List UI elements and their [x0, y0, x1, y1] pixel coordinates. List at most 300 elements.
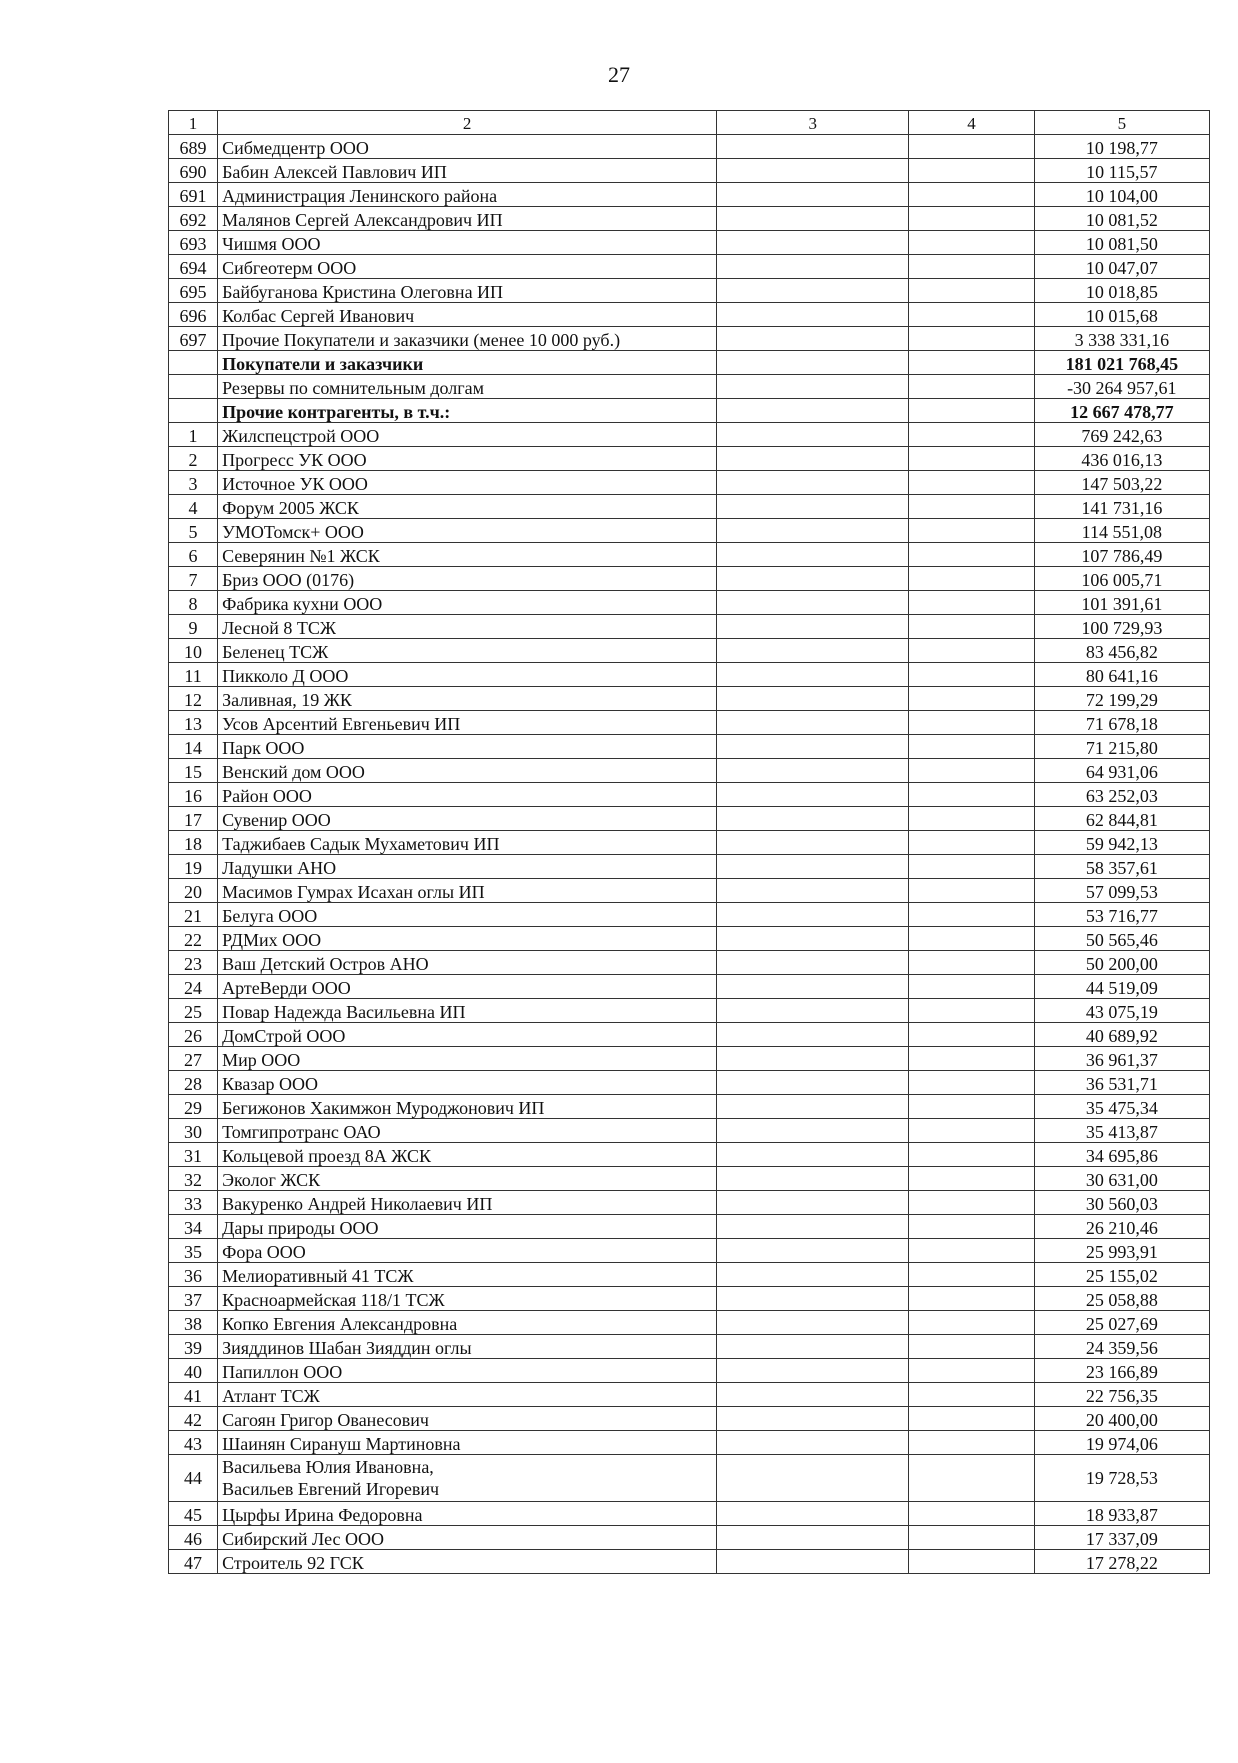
row-number: 39: [169, 1335, 218, 1359]
row-number: 9: [169, 615, 218, 639]
amount-cell: 19 974,06: [1034, 1431, 1209, 1455]
column-3-cell: [717, 1311, 909, 1335]
counterparty-name: Колбас Сергей Иванович: [218, 303, 717, 327]
counterparty-name: Прочие контрагенты, в т.ч.:: [218, 399, 717, 423]
table-row: [169, 1143, 1210, 1167]
row-number: 38: [169, 1311, 218, 1335]
amount-cell: 50 200,00: [1034, 951, 1209, 975]
column-3-cell: [717, 1335, 909, 1359]
row-number: 41: [169, 1383, 218, 1407]
amount-cell: 106 005,71: [1034, 567, 1209, 591]
amount-cell: 22 756,35: [1034, 1383, 1209, 1407]
counterparty-name: Томгипротранс ОАО: [218, 1119, 717, 1143]
counterparty-name: Усов Арсентий Евгеньевич ИП: [218, 711, 717, 735]
amount-cell: 34 695,86: [1034, 1143, 1209, 1167]
row-number: 36: [169, 1263, 218, 1287]
row-number: 45: [169, 1502, 218, 1526]
column-4-cell: [909, 135, 1034, 159]
column-3-cell: [717, 687, 909, 711]
row-number: 5: [169, 519, 218, 543]
counterparty-name: Пикколо Д ООО: [218, 663, 717, 687]
counterparty-name: РДМих ООО: [218, 927, 717, 951]
column-3-cell: [717, 831, 909, 855]
column-4-cell: [909, 1191, 1034, 1215]
column-4-cell: [909, 1119, 1034, 1143]
row-number: 17: [169, 807, 218, 831]
row-number: 42: [169, 1407, 218, 1431]
column-4-cell: [909, 615, 1034, 639]
amount-cell: 35 475,34: [1034, 1095, 1209, 1119]
amount-cell: 19 728,53: [1034, 1455, 1209, 1502]
counterparty-name: Покупатели и заказчики: [218, 351, 717, 375]
amount-cell: 141 731,16: [1034, 495, 1209, 519]
counterparty-name-line: Васильева Юлия Ивановна,: [222, 1457, 434, 1477]
table-row: [169, 879, 1210, 903]
column-4-cell: [909, 1263, 1034, 1287]
counterparty-name: Ладушки АНО: [218, 855, 717, 879]
column-header-3: 3: [717, 111, 909, 135]
table-row: [169, 279, 1210, 303]
amount-cell: 100 729,93: [1034, 615, 1209, 639]
row-number: 1: [169, 423, 218, 447]
amount-cell: 25 058,88: [1034, 1287, 1209, 1311]
table-row: [169, 831, 1210, 855]
table-row: [169, 375, 1210, 399]
table-row: [169, 183, 1210, 207]
counterparty-name: [218, 1455, 717, 1502]
row-number: 27: [169, 1047, 218, 1071]
column-4-cell: [909, 1455, 1034, 1502]
counterparty-name: УМОТомск+ ООО: [218, 519, 717, 543]
counterparty-name: Дары природы ООО: [218, 1215, 717, 1239]
column-3-cell: [717, 1407, 909, 1431]
column-4-cell: [909, 783, 1034, 807]
column-4-cell: [909, 711, 1034, 735]
amount-cell: 36 531,71: [1034, 1071, 1209, 1095]
column-3-cell: [717, 1502, 909, 1526]
row-number: 693: [169, 231, 218, 255]
amount-cell: 769 242,63: [1034, 423, 1209, 447]
amount-cell: 71 678,18: [1034, 711, 1209, 735]
amount-cell: 83 456,82: [1034, 639, 1209, 663]
amount-cell: 10 081,50: [1034, 231, 1209, 255]
table-row: [169, 207, 1210, 231]
amount-cell: 101 391,61: [1034, 591, 1209, 615]
counterparty-name: Венский дом ООО: [218, 759, 717, 783]
column-3-cell: [717, 711, 909, 735]
column-4-cell: [909, 639, 1034, 663]
column-3-cell: [717, 1167, 909, 1191]
amount-cell: 44 519,09: [1034, 975, 1209, 999]
amount-cell: 72 199,29: [1034, 687, 1209, 711]
column-header-1: 1: [169, 111, 218, 135]
row-number: [169, 375, 218, 399]
counterparty-name: Эколог ЖСК: [218, 1167, 717, 1191]
column-3-cell: [717, 255, 909, 279]
column-4-cell: [909, 1311, 1034, 1335]
table-row: [169, 1431, 1210, 1455]
column-header-4: 4: [909, 111, 1034, 135]
table-row: [169, 1287, 1210, 1311]
table-row: [169, 303, 1210, 327]
column-4-cell: [909, 951, 1034, 975]
row-number: 6: [169, 543, 218, 567]
table-row: [169, 639, 1210, 663]
table-row: [169, 1119, 1210, 1143]
row-number: 695: [169, 279, 218, 303]
column-3-cell: [717, 1431, 909, 1455]
counterparty-name: АртеВерди ООО: [218, 975, 717, 999]
amount-cell: 30 631,00: [1034, 1167, 1209, 1191]
amount-cell: 10 018,85: [1034, 279, 1209, 303]
table-row: [169, 1239, 1210, 1263]
column-3-cell: [717, 543, 909, 567]
column-4-cell: [909, 759, 1034, 783]
row-number: [169, 399, 218, 423]
column-3-cell: [717, 351, 909, 375]
row-number: 13: [169, 711, 218, 735]
row-number: 8: [169, 591, 218, 615]
counterparty-name: Бриз ООО (0176): [218, 567, 717, 591]
column-4-cell: [909, 543, 1034, 567]
table-row: [169, 447, 1210, 471]
column-4-cell: [909, 1526, 1034, 1550]
ledger-table: [168, 110, 1210, 1574]
amount-cell: 17 278,22: [1034, 1550, 1209, 1574]
column-3-cell: [717, 399, 909, 423]
table-row: [169, 423, 1210, 447]
column-4-cell: [909, 855, 1034, 879]
counterparty-name: Папиллон ООО: [218, 1359, 717, 1383]
row-number: 31: [169, 1143, 218, 1167]
amount-cell: 80 641,16: [1034, 663, 1209, 687]
table-row: [169, 351, 1210, 375]
table-row: [169, 471, 1210, 495]
row-number: 47: [169, 1550, 218, 1574]
amount-cell: 59 942,13: [1034, 831, 1209, 855]
counterparty-name: Чишмя ООО: [218, 231, 717, 255]
row-number: 44: [169, 1455, 218, 1502]
amount-cell: 58 357,61: [1034, 855, 1209, 879]
table-row: [169, 999, 1210, 1023]
column-3-cell: [717, 1550, 909, 1574]
column-4-cell: [909, 1502, 1034, 1526]
amount-cell: 25 993,91: [1034, 1239, 1209, 1263]
column-3-cell: [717, 1023, 909, 1047]
amount-cell: 3 338 331,16: [1034, 327, 1209, 351]
row-number: [169, 351, 218, 375]
amount-cell: 53 716,77: [1034, 903, 1209, 927]
column-3-cell: [717, 1359, 909, 1383]
counterparty-name: Красноармейская 118/1 ТСЖ: [218, 1287, 717, 1311]
row-number: 689: [169, 135, 218, 159]
column-4-cell: [909, 1239, 1034, 1263]
column-3-cell: [717, 519, 909, 543]
row-number: 46: [169, 1526, 218, 1550]
page-number: 27: [608, 62, 630, 87]
table-row: [169, 807, 1210, 831]
column-3-cell: [717, 423, 909, 447]
row-number: 12: [169, 687, 218, 711]
counterparty-name: Вакуренко Андрей Николаевич ИП: [218, 1191, 717, 1215]
table-row: [169, 543, 1210, 567]
column-4-cell: [909, 183, 1034, 207]
amount-cell: 50 565,46: [1034, 927, 1209, 951]
table-row: [169, 591, 1210, 615]
counterparty-name: Повар Надежда Васильевна ИП: [218, 999, 717, 1023]
column-3-cell: [717, 183, 909, 207]
column-3-cell: [717, 807, 909, 831]
column-4-cell: [909, 975, 1034, 999]
counterparty-name: Ваш Детский Остров АНО: [218, 951, 717, 975]
row-number: 690: [169, 159, 218, 183]
amount-cell: 10 047,07: [1034, 255, 1209, 279]
counterparty-name: Сибмедцентр ООО: [218, 135, 717, 159]
column-3-cell: [717, 303, 909, 327]
column-3-cell: [717, 639, 909, 663]
row-number: 33: [169, 1191, 218, 1215]
amount-cell: 147 503,22: [1034, 471, 1209, 495]
table-row: [169, 1550, 1210, 1574]
table-row: [169, 1502, 1210, 1526]
counterparty-name: Строитель 92 ГСК: [218, 1550, 717, 1574]
column-4-cell: [909, 1335, 1034, 1359]
table-row: [169, 1215, 1210, 1239]
counterparty-name: Беленец ТСЖ: [218, 639, 717, 663]
amount-cell: 62 844,81: [1034, 807, 1209, 831]
column-3-cell: [717, 471, 909, 495]
amount-cell: 181 021 768,45: [1034, 351, 1209, 375]
column-3-cell: [717, 927, 909, 951]
column-3-cell: [717, 999, 909, 1023]
row-number: 34: [169, 1215, 218, 1239]
column-3-cell: [717, 1526, 909, 1550]
amount-cell: 10 104,00: [1034, 183, 1209, 207]
amount-cell: -30 264 957,61: [1034, 375, 1209, 399]
counterparty-name: Прогресс УК ООО: [218, 447, 717, 471]
counterparty-name: Копко Евгения Александровна: [218, 1311, 717, 1335]
table-row: [169, 1023, 1210, 1047]
column-4-cell: [909, 279, 1034, 303]
column-3-cell: [717, 495, 909, 519]
column-4-cell: [909, 1359, 1034, 1383]
column-4-cell: [909, 1167, 1034, 1191]
column-3-cell: [717, 1047, 909, 1071]
amount-cell: 17 337,09: [1034, 1526, 1209, 1550]
row-number: 11: [169, 663, 218, 687]
row-number: 35: [169, 1239, 218, 1263]
amount-cell: 63 252,03: [1034, 783, 1209, 807]
column-3-cell: [717, 231, 909, 255]
column-4-cell: [909, 255, 1034, 279]
column-4-cell: [909, 1095, 1034, 1119]
table-row: [169, 1311, 1210, 1335]
counterparty-name: Лесной 8 ТСЖ: [218, 615, 717, 639]
column-4-cell: [909, 303, 1034, 327]
row-number: 696: [169, 303, 218, 327]
row-number: 22: [169, 927, 218, 951]
row-number: 40: [169, 1359, 218, 1383]
column-3-cell: [717, 567, 909, 591]
table-row: [169, 135, 1210, 159]
table-row: [169, 231, 1210, 255]
column-3-cell: [717, 951, 909, 975]
column-4-cell: [909, 423, 1034, 447]
table-row: [169, 1263, 1210, 1287]
column-4-cell: [909, 207, 1034, 231]
counterparty-name: Цырфы Ирина Федоровна: [218, 1502, 717, 1526]
table-row: [169, 759, 1210, 783]
counterparty-name: Сагоян Григор Ованесович: [218, 1407, 717, 1431]
column-header-2: 2: [218, 111, 717, 135]
row-number: 18: [169, 831, 218, 855]
column-4-cell: [909, 159, 1034, 183]
column-4-cell: [909, 375, 1034, 399]
row-number: 29: [169, 1095, 218, 1119]
counterparty-name: Мелиоративный 41 ТСЖ: [218, 1263, 717, 1287]
column-3-cell: [717, 663, 909, 687]
counterparty-name: Прочие Покупатели и заказчики (менее 10 000 руб.): [218, 327, 717, 351]
row-number: 21: [169, 903, 218, 927]
column-3-cell: [717, 591, 909, 615]
row-number: 30: [169, 1119, 218, 1143]
counterparty-name-line: Васильев Евгений Игоревич: [222, 1479, 440, 1499]
counterparty-name: Байбуганова Кристина Олеговна ИП: [218, 279, 717, 303]
column-4-cell: [909, 495, 1034, 519]
column-3-cell: [717, 447, 909, 471]
table-row: [169, 615, 1210, 639]
counterparty-name: Кольцевой проезд 8А ЖСК: [218, 1143, 717, 1167]
column-3-cell: [717, 135, 909, 159]
column-4-cell: [909, 663, 1034, 687]
counterparty-name: Фора ООО: [218, 1239, 717, 1263]
amount-cell: 26 210,46: [1034, 1215, 1209, 1239]
row-number: 2: [169, 447, 218, 471]
counterparty-name: Парк ООО: [218, 735, 717, 759]
column-4-cell: [909, 903, 1034, 927]
table-row: [169, 1095, 1210, 1119]
row-number: 4: [169, 495, 218, 519]
column-4-cell: [909, 1287, 1034, 1311]
amount-cell: 107 786,49: [1034, 543, 1209, 567]
row-number: 26: [169, 1023, 218, 1047]
counterparty-name: Атлант ТСЖ: [218, 1383, 717, 1407]
ledger-body: [169, 135, 1210, 1574]
column-3-cell: [717, 879, 909, 903]
row-number: 697: [169, 327, 218, 351]
column-3-cell: [717, 903, 909, 927]
amount-cell: 436 016,13: [1034, 447, 1209, 471]
column-4-cell: [909, 591, 1034, 615]
table-row: [169, 1383, 1210, 1407]
column-4-cell: [909, 1023, 1034, 1047]
amount-cell: 71 215,80: [1034, 735, 1209, 759]
column-4-cell: [909, 1215, 1034, 1239]
column-4-cell: [909, 1407, 1034, 1431]
header-row: [169, 111, 1210, 135]
row-number: 20: [169, 879, 218, 903]
table-row: [169, 687, 1210, 711]
row-number: 37: [169, 1287, 218, 1311]
amount-cell: 24 359,56: [1034, 1335, 1209, 1359]
amount-cell: 35 413,87: [1034, 1119, 1209, 1143]
column-4-cell: [909, 1383, 1034, 1407]
amount-cell: 30 560,03: [1034, 1191, 1209, 1215]
column-3-cell: [717, 1119, 909, 1143]
table-row: [169, 1359, 1210, 1383]
counterparty-name: Бегижонов Хакимжон Муроджонович ИП: [218, 1095, 717, 1119]
column-4-cell: [909, 879, 1034, 903]
column-4-cell: [909, 351, 1034, 375]
column-4-cell: [909, 1431, 1034, 1455]
counterparty-name: Бабин Алексей Павлович ИП: [218, 159, 717, 183]
counterparty-name: Сувенир ООО: [218, 807, 717, 831]
table-row: [169, 495, 1210, 519]
column-3-cell: [717, 975, 909, 999]
column-3-cell: [717, 1071, 909, 1095]
column-3-cell: [717, 159, 909, 183]
table-row: [169, 399, 1210, 423]
table-row: [169, 855, 1210, 879]
row-number: 24: [169, 975, 218, 999]
column-3-cell: [717, 1191, 909, 1215]
table-row: [169, 903, 1210, 927]
column-3-cell: [717, 1239, 909, 1263]
column-3-cell: [717, 1455, 909, 1502]
table-row: [169, 663, 1210, 687]
column-4-cell: [909, 807, 1034, 831]
amount-cell: 10 081,52: [1034, 207, 1209, 231]
amount-cell: 10 115,57: [1034, 159, 1209, 183]
table-row: [169, 1191, 1210, 1215]
counterparty-name: Северянин №1 ЖСК: [218, 543, 717, 567]
table-row: [169, 255, 1210, 279]
table-row: [169, 735, 1210, 759]
column-4-cell: [909, 1143, 1034, 1167]
counterparty-name: Таджибаев Садык Мухаметович ИП: [218, 831, 717, 855]
row-number: 7: [169, 567, 218, 591]
amount-cell: 10 015,68: [1034, 303, 1209, 327]
counterparty-name: Зияддинов Шабан Зияддин оглы: [218, 1335, 717, 1359]
table-row: [169, 327, 1210, 351]
column-4-cell: [909, 567, 1034, 591]
counterparty-name: Фабрика кухни ООО: [218, 591, 717, 615]
amount-cell: 36 961,37: [1034, 1047, 1209, 1071]
counterparty-name: Сибирский Лес ООО: [218, 1526, 717, 1550]
table-row: [169, 159, 1210, 183]
column-4-cell: [909, 471, 1034, 495]
column-4-cell: [909, 231, 1034, 255]
counterparty-name: Резервы по сомнительным долгам: [218, 375, 717, 399]
amount-cell: 57 099,53: [1034, 879, 1209, 903]
column-4-cell: [909, 927, 1034, 951]
table-row: [169, 1167, 1210, 1191]
counterparty-name: Район ООО: [218, 783, 717, 807]
table-row: [169, 951, 1210, 975]
row-number: 28: [169, 1071, 218, 1095]
column-3-cell: [717, 1143, 909, 1167]
row-number: 32: [169, 1167, 218, 1191]
counterparty-name: Жилспецстрой ООО: [218, 423, 717, 447]
amount-cell: 25 155,02: [1034, 1263, 1209, 1287]
table-row: [169, 1071, 1210, 1095]
amount-cell: 25 027,69: [1034, 1311, 1209, 1335]
column-4-cell: [909, 1071, 1034, 1095]
row-number: 15: [169, 759, 218, 783]
row-number: 16: [169, 783, 218, 807]
column-header-5: 5: [1034, 111, 1209, 135]
column-4-cell: [909, 999, 1034, 1023]
